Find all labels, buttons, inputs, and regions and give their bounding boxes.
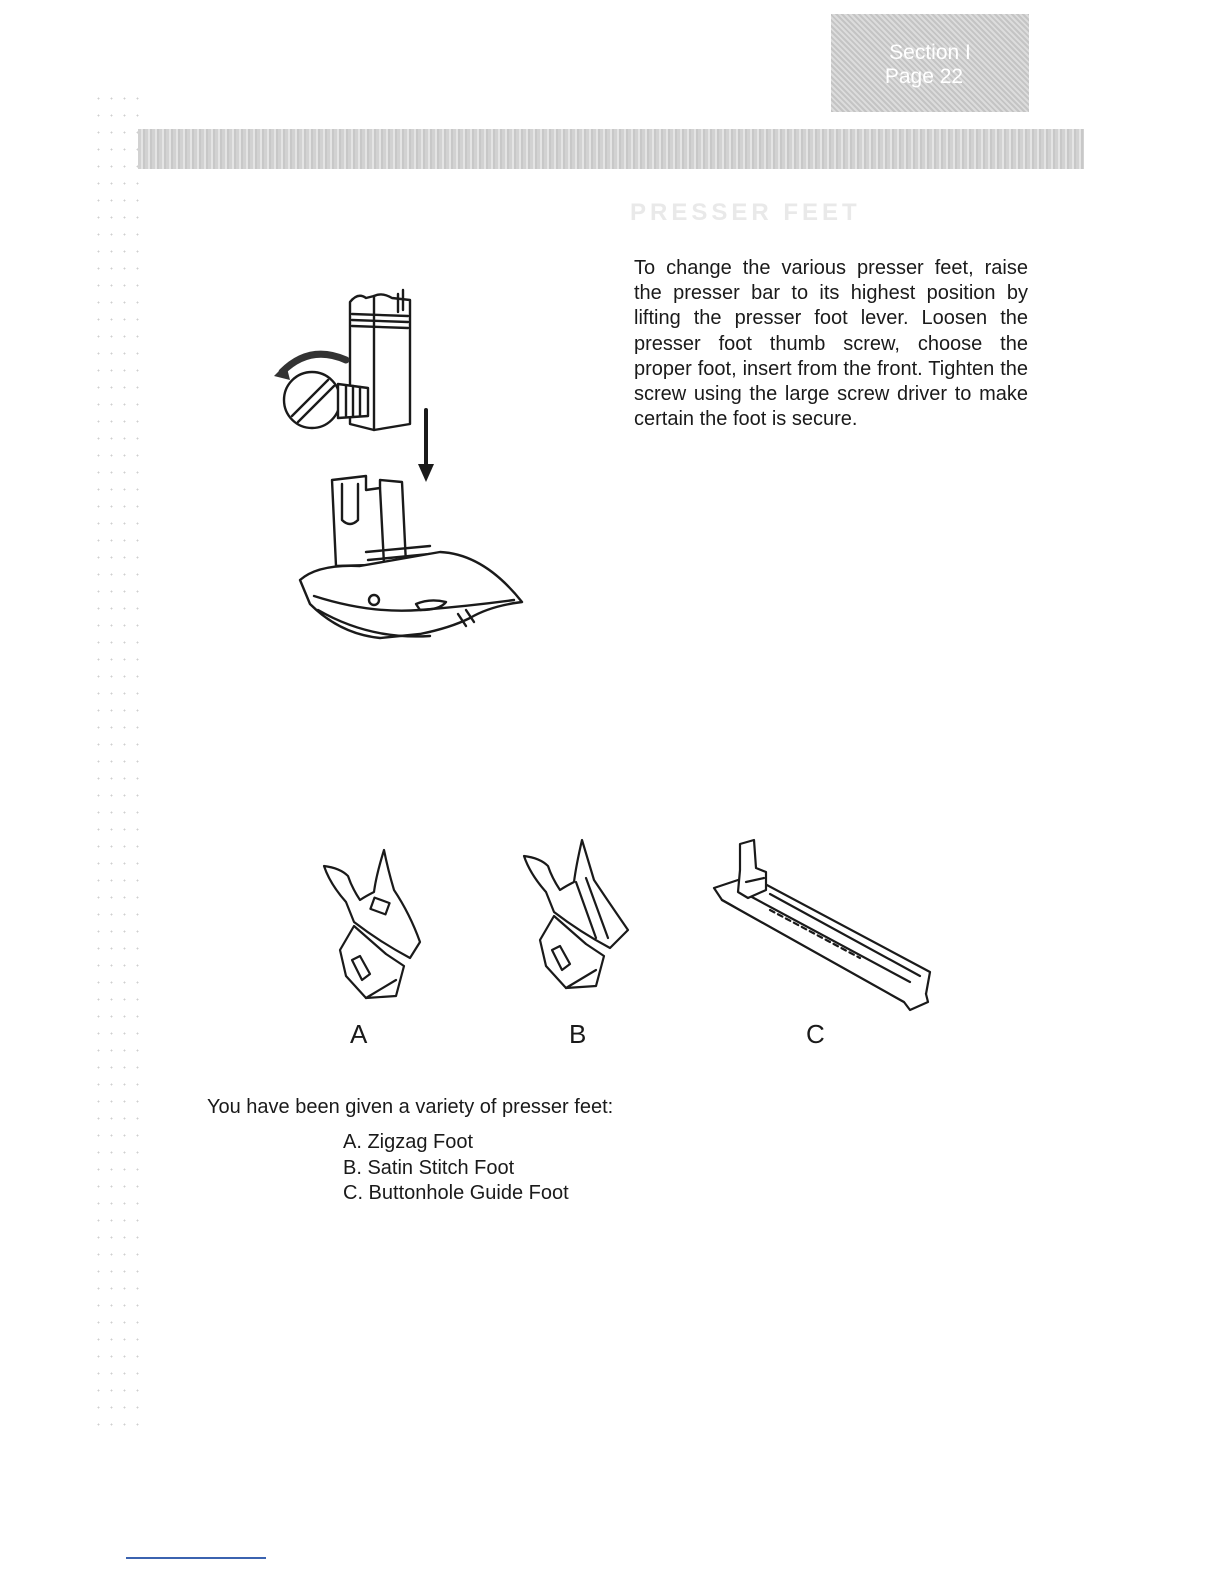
- page-label: Page 22: [884, 65, 964, 88]
- footer-rule: [126, 1557, 266, 1559]
- thumb-screw: [284, 372, 340, 428]
- satin-stitch-foot-drawing: [524, 840, 628, 988]
- rotation-arrow: [282, 354, 346, 372]
- feet-list: [343, 1130, 569, 1207]
- foot-label-c: C: [806, 1019, 825, 1049]
- page-title: PRESSER FEET: [630, 199, 861, 226]
- instructions-text: To change the various presser feet, raise the presser bar to its highest position by lifting the presser foot lever. Loosen the presser foot thumb screw, choose the proper foot, insert from the front. Tighten the screw using the large screw driver to make certain the foot is secure.: [634, 257, 1028, 431]
- list-item: B. Satin Stitch Foot: [343, 1156, 515, 1179]
- zigzag-foot-drawing: [324, 850, 420, 998]
- header-band: [138, 129, 1084, 169]
- foot-label-a: A: [350, 1019, 368, 1049]
- list-item: A. Zigzag Foot: [343, 1131, 474, 1153]
- presser-foot-attach-illustration: [270, 284, 540, 654]
- foot-label-b: B: [569, 1019, 587, 1049]
- feet-intro-text: You have been given a variety of presser feet:: [207, 1096, 614, 1118]
- scan-edge-speckle: [92, 90, 142, 1430]
- list-item: C. Buttonhole Guide Foot: [343, 1182, 569, 1204]
- foot-sole: [300, 552, 522, 638]
- presser-feet-illustration: [300, 830, 940, 1020]
- section-tab: [831, 14, 1029, 112]
- section-label: Section I: [889, 41, 971, 64]
- buttonhole-guide-foot-drawing: [714, 840, 930, 1010]
